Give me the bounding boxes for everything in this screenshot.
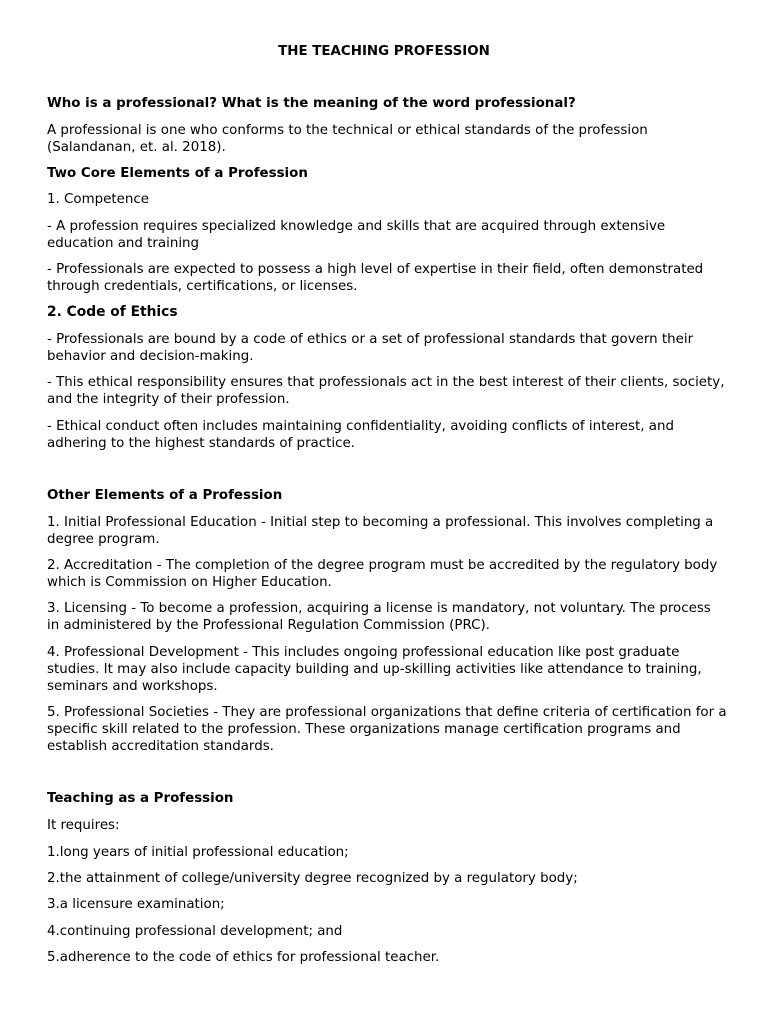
ethics-point: - Professionals are bound by a code of ethics or a set of professional standards that govern their behavior and decision-making.	[47, 332, 694, 364]
question-heading: Who is a professional? What is the meaning of the word professional?	[47, 96, 576, 111]
other-elements-heading: Other Elements of a Profession	[47, 488, 283, 503]
teaching-requirement: 2.the attainment of college/university degree recognized by a regulatory body;	[47, 871, 578, 886]
competence-point: - A profession requires specialized knowledge and skills that are acquired through extensive education and training	[47, 219, 666, 251]
other-element-item: 3. Licensing - To become a profession, acquiring a license is mandatory, not voluntary. The process in administered by the Professional Regulation Commission (PRC).	[47, 601, 711, 633]
competence-point: - Professionals are expected to possess a high level of expertise in their field, often demonstrated through credentials, certifications, or licenses.	[47, 262, 704, 294]
teaching-intro: It requires:	[47, 818, 120, 833]
teaching-requirement: 3.a licensure examination;	[47, 897, 225, 912]
document-title: THE TEACHING PROFESSION	[278, 44, 490, 59]
ethics-point: - This ethical responsibility ensures that professionals act in the best interest of their clients, society, and the integrity of their profession.	[47, 375, 725, 407]
teaching-requirement: 4.continuing professional development; and	[47, 924, 343, 939]
other-element-item: 5. Professional Societies - They are professional organizations that define criteria of certification for a specific skill related to the profession. These organizations manage certification programs and establish accreditation standards.	[47, 705, 727, 754]
other-element-item: 1. Initial Professional Education - Initial step to becoming a professional. This involves completing a degree program.	[47, 515, 714, 547]
definition-paragraph: A professional is one who conforms to the technical or ethical standards of the profession (Salandanan, et. al. 2018).	[47, 123, 648, 155]
core-elements-heading: Two Core Elements of a Profession	[47, 166, 308, 181]
teaching-requirement: 1.long years of initial professional education;	[47, 845, 349, 860]
teaching-heading: Teaching as a Profession	[47, 791, 234, 806]
other-element-item: 4. Professional Development - This includes ongoing professional education like post graduate studies. It may also include capacity building and up-skilling activities like attendance to training, seminars and workshops.	[47, 645, 702, 694]
other-element-item: 2. Accreditation - The completion of the degree program must be accredited by the regulatory body which is Commission on Higher Education.	[47, 558, 718, 590]
competence-label: 1. Competence	[47, 192, 149, 207]
ethics-point: - Ethical conduct often includes maintaining confidentiality, avoiding conflicts of interest, and adhering to the highest standards of practice.	[47, 419, 674, 451]
teaching-requirement: 5.adherence to the code of ethics for professional teacher.	[47, 950, 440, 965]
ethics-label: 2. Code of Ethics	[47, 304, 178, 320]
